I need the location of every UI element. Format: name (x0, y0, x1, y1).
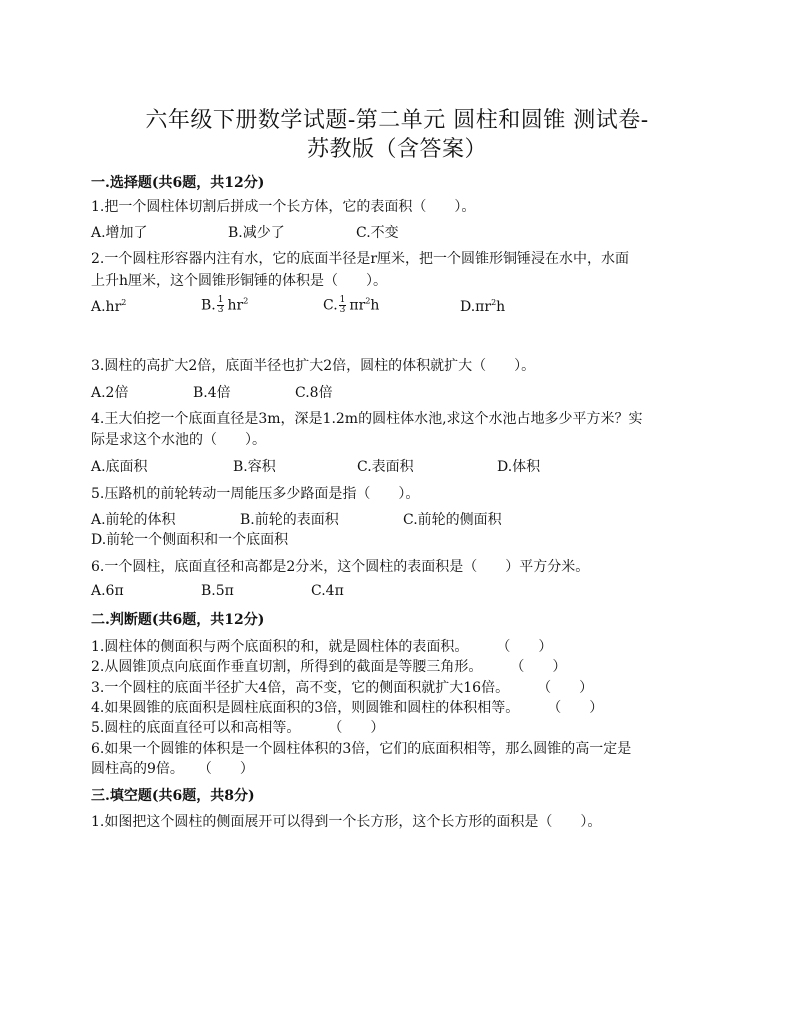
judgement-item: 6.如果一个圆锥的体积是一个圆柱体积的3倍，它们的底面积相等，那么圆锥的高一定是 (91, 741, 632, 757)
option-c-body: πr (349, 297, 366, 314)
question-text: 4.王大伯挖一个底面直径是3m，深是1.2m的圆柱体水池,求这个水池占地多少平方米？实 (91, 411, 643, 427)
section-heading-judgement: 二.判断题(共6题，共12分) (91, 612, 265, 628)
question-text: 3.圆柱的高扩大2倍，底面半径也扩大2倍，圆柱的体积就扩大（ ）。 (91, 358, 536, 374)
question-text: 5.压路机的前轮转动一周能压多少路面是指（ ）。 (91, 486, 420, 502)
option-d: D.体积 (497, 459, 541, 475)
option-c (323, 296, 379, 315)
fraction-numerator: 1 (339, 295, 346, 305)
page-title-line2: 苏教版（含答案） (306, 137, 487, 162)
exponent: 2 (243, 296, 249, 306)
fill-item: 1.如图把这个圆柱的侧面展开可以得到一个长方形，这个长方形的面积是（ ）。 (91, 814, 602, 830)
judgement-item: 5.圆柱的底面直径可以和高相等。 （ ） (91, 720, 385, 736)
fraction-numerator: 1 (217, 295, 224, 305)
exponent: 2 (491, 298, 497, 307)
option-d: D.前轮一个侧面积和一个底面积 (91, 532, 289, 548)
question-text: 际是求这个水池的（ ）。 (91, 432, 266, 448)
option-c: C.表面积 (357, 459, 414, 475)
option-a: A.2倍 (91, 385, 129, 401)
fraction-denominator: 3 (217, 305, 224, 315)
judgement-item: 1.圆柱体的侧面积与两个底面积的和，就是圆柱体的表面积。 （ ） (91, 639, 553, 655)
option-b: B.4倍 (193, 385, 231, 401)
fraction-denominator: 3 (339, 305, 346, 315)
option-c-prefix: C. (323, 297, 338, 314)
section-heading-fill: 三.填空题(共6题，共8分) (91, 788, 255, 804)
option-c: C.不变 (356, 225, 399, 241)
fraction (217, 296, 225, 315)
exponent: 2 (365, 296, 371, 306)
option-a: A.6π (91, 583, 124, 599)
question-text: 1.把一个圆柱体切割后拼成一个长方体，它的表面积（ ）。 (91, 199, 476, 215)
judgement-item: 4.如果圆锥的底面积是圆柱底面积的3倍，则圆锥和圆柱的体积相等。 （ ） (91, 700, 604, 716)
option-d (460, 298, 505, 315)
option-a: A.前轮的体积 (91, 512, 176, 528)
option-b: B.减少了 (228, 225, 285, 241)
judgement-item: 2.从圆锥顶点向底面作垂直切割，所得到的截面是等腰三角形。 （ ） (91, 659, 567, 675)
option-a (91, 298, 126, 315)
option-b (201, 296, 248, 315)
option-b-prefix: B. (201, 297, 216, 314)
section-heading-choice: 一.选择题(共6题，共12分) (91, 175, 265, 191)
option-a: A.底面积 (91, 459, 148, 475)
question-text: 上升h厘米，这个圆锥形铜锤的体积是（ ）。 (91, 273, 388, 289)
fraction (339, 296, 347, 315)
judgement-item: 3.一个圆柱的底面半径扩大4倍，高不变，它的侧面积就扩大16倍。 （ ） (91, 680, 594, 696)
exponent: 2 (121, 298, 127, 307)
option-a: A.增加了 (91, 225, 148, 241)
option-b: B.5π (201, 583, 234, 599)
page-title-line1: 六年级下册数学试题-第二单元 圆柱和圆锥 测试卷- (145, 108, 649, 133)
option-c: C.4π (311, 583, 344, 599)
option-c-tail: h (370, 297, 380, 314)
option-d-text: D.πr (460, 299, 492, 315)
option-c: C.8倍 (295, 385, 333, 401)
judgement-item: 圆柱高的9倍。 （ ） (91, 761, 254, 777)
option-a-text: A.hr (91, 299, 122, 315)
option-c: C.前轮的侧面积 (403, 512, 502, 528)
question-text: 6.一个圆柱，底面直径和高都是2分米，这个圆柱的表面积是（ ）平方分米。 (91, 559, 590, 575)
option-d-tail: h (496, 299, 506, 315)
option-b-body: hr (227, 297, 244, 314)
question-text: 2.一个圆柱形容器内注有水，它的底面半径是r厘米，把一个圆锥形铜锤浸在水中，水面 (91, 251, 630, 267)
option-b: B.前轮的表面积 (240, 512, 339, 528)
option-b: B.容积 (233, 459, 276, 475)
